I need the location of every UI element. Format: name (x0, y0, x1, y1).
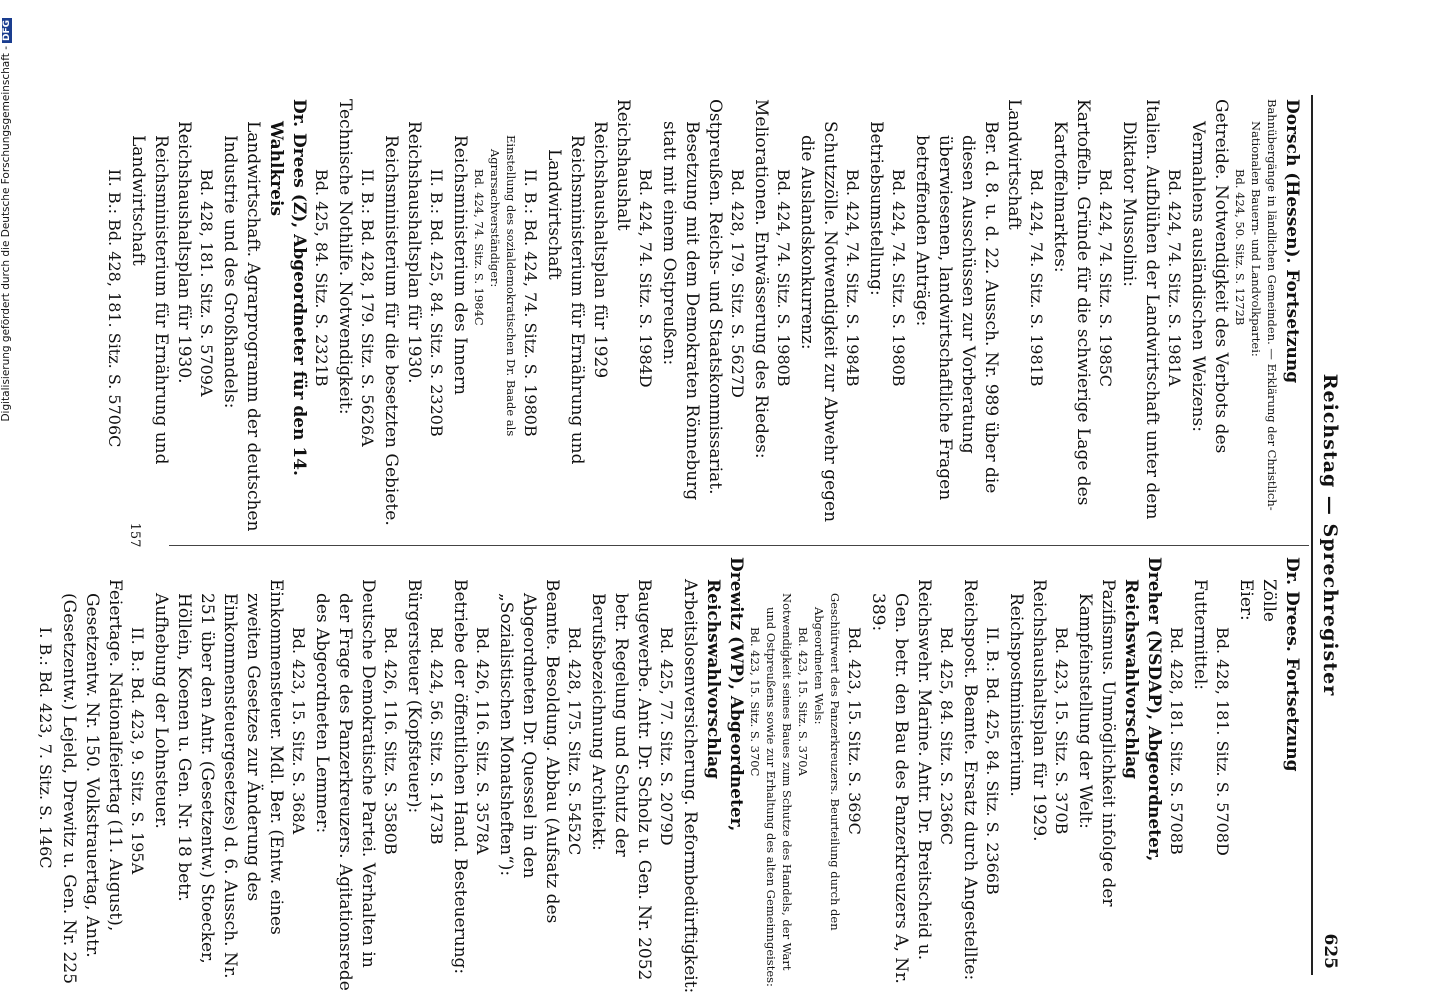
page-sheet (36, 95, 1345, 994)
index-entry: Dorsch (Hessen). Fortsetzung (1282, 99, 1302, 384)
index-entry: Reichshaushaltsplan für 1930. Reichsministerium für Ernährung und Landwirtschaft (128, 121, 194, 465)
index-entry: II. B.: Bd. 424, 74. Sitz. S. 1980B (521, 169, 540, 437)
index-entry: Betriebe der öffentlichen Hand. Besteuerung: (450, 579, 470, 975)
index-entry: Notwendigkeit seines Baues zum Schutze des Handels, der Wart und Ostpreußens sowie zur Erhaltung des alten Gemeinngeistes: (764, 593, 794, 987)
index-entry: Bürgersteuer (Kopfsteuer): (404, 579, 424, 814)
index-entry: Bd. 424, 74. Sitz. S. 1981B (1027, 169, 1046, 387)
index-entry: Bd. 424, 74. Sitz. S. 1984D (636, 169, 655, 388)
index-entry: Arbeitslosenversicherung. Reformbedürftigkeit: (680, 579, 700, 994)
index-entry: Beamte. Besoldung. Abbau (Aufsatz des Abgeordneten Dr. Quessel in den „Sozialistischen Monatsheften“): (496, 579, 562, 924)
index-entry: Bd. 424, 74. Sitz. S. 1984C (472, 169, 486, 326)
index-entry: Futtermittel: (1190, 579, 1210, 691)
index-entry: Reichspost. Beamte. Ersatz durch Angestellte: (960, 579, 980, 981)
index-entry: Landwirtschaft. Agrarprogramm der deutschen Industrie und des Großhandels: (220, 121, 263, 532)
index-entry: Reichshaushalt (613, 99, 633, 231)
index-entry: Bd. 424, 74. Sitz. S. 1980B (774, 169, 793, 387)
index-entry: Reichsministerium für Ernährung und Landwirtschaft (544, 135, 587, 465)
index-entry: Dr. Drees (Z), Abgeordneter für den 14. Wahlkreis (266, 99, 309, 476)
index-entry: Bd. 424, 74. Sitz. S. 1981A (1165, 169, 1184, 387)
index-entry: Bd. 423, 15. Sitz. S. 370C (748, 627, 762, 777)
index-entry: Reichsministerium des Innern (450, 135, 470, 395)
index-entry: Ber. d. 8. u. d. 22. Aussch. Nr. 989 über die diesen Ausschüssen zur Vorberatung überwiesenen, landwirtschaftliche Fragen betreffenden Anträge: (912, 121, 1001, 501)
index-entry: Bd. 423, 15. Sitz. S. 370B (1052, 627, 1071, 835)
index-entry: II. B.: Bd. 428, 181. Sitz. S. 5706C (105, 169, 124, 448)
index-entry: Bd. 423, 15. Sitz. S. 368A (289, 627, 308, 835)
index-entry: Italien. Aufblühen der Landwirtschaft unter dem Diktator Mussolini: (1119, 99, 1162, 520)
index-entry: I. B.: Bd. 423, 7. Sitz. S. 146C (36, 627, 55, 869)
index-entry: Bahnübergänge in ländlichen Gemeinden. — Erklärung der Christlich-Nationalen Bauern- und Landvolkpartei: (1249, 99, 1279, 511)
index-entry: II. B.: Bd. 428, 179. Sitz. S. 5626A (358, 169, 377, 447)
credit-label: Digitalisierung gefördert durch die Deutsche Forschungsgemeinschaft - (0, 46, 12, 422)
index-entry: Reichshaushaltsplan für 1929 (590, 121, 610, 379)
index-entry: Bd. 428, 179. Sitz. S. 5627D (728, 169, 747, 398)
index-entry: Geschütrwert des Panzerkreuzers. Beurteilung durch den Abgeordneten Wels: (812, 593, 842, 931)
index-entry: Baugewerbe. Antr. Dr. Scholz u. Gen. Nr. 2052 betr. Regelung und Schutz der Berufsbezeichnung Architekt: (588, 579, 654, 981)
index-entry: Getreide. Notwendigkeit des Verbots des Vermahlens ausländischen Weizens: (1188, 99, 1231, 454)
index-entry: Eier: (1236, 579, 1256, 621)
index-entry: Reichshaushaltsplan für 1929. Reichspostministerium. (1006, 579, 1049, 842)
index-entry: Drewitz (WP), Abgeordneter, Reichswahlvorschlag (703, 557, 746, 832)
index-entry: Feiertage. Nationalfeiertag (11. August), Gesetzentw. Nr. 150. Volkstrauertag, Antr. (Gesetzentw.) Lejeld, Drewitz u. Gen. Nr. 225 (59, 579, 125, 985)
index-entry: Bd. 428, 181. Sitz. S. 5708D (1213, 627, 1232, 856)
column-separator (169, 545, 1309, 546)
dfg-logo: DFG (2, 20, 12, 42)
index-entry: Bd. 424, 74. Sitz. S. 1984B (843, 169, 862, 387)
index-entry: Bd. 426, 116. Sitz. S. 3578A (473, 627, 492, 855)
index-entry: Bd. 424, 56. Sitz. S. 1473B (427, 627, 446, 845)
index-entry: Zölle (1259, 579, 1279, 622)
index-entry: Schutzzölle. Notwendigkeit zur Abwehr gegen die Auslandskonkurrenz: (797, 121, 840, 523)
index-entry: Einkommensteuer. Mdl. Ber. (Entw. eines zweiten Gesetzes zur Änderung des Einkommensteuergesetzes) d. 6. Aussch. Nr. 251 über den Antr. (Gesetzentw.) Stoecker, Höllein, Koenen u. Gen. Nr. 18 betr. Aufhebung der Lohnsteuer. (151, 579, 286, 979)
running-header (1311, 95, 1345, 975)
index-entry: Meliorationen. Entwässerung des Riedes: (751, 99, 771, 459)
index-entry: Kartoffeln. Gründe für die schwierige Lage des Kartoffelmarktes: (1050, 99, 1093, 506)
index-entry: Bd. 425, 77. Sitz. S. 2079D (657, 627, 676, 846)
index-entry: II. B.: Bd. 423, 9. Sitz. S. 195A (128, 627, 147, 875)
index-entry: Technische Nothilfe. Notwendigkeit: (335, 99, 355, 415)
footer-page-number: 157 (127, 522, 142, 548)
index-entry: Bd. 425, 84. Sitz. S. 2321B (312, 169, 331, 387)
index-entry: Bd. 424, 74. Sitz. S. 1980B (889, 169, 908, 387)
index-entry: Landwirtschaft (1004, 99, 1024, 230)
index-entry: Bd. 423, 15. Sitz. S. 369C (845, 627, 864, 835)
index-entry: II. B.: Bd. 425, 84. Sitz. S. 2320B (427, 169, 446, 437)
index-entry: Reichswehr. Marine. Antr. Dr. Breitscheid u. Gen. betr. den Bau des Panzerkreuzers A, Nr. 389: (868, 579, 934, 984)
index-entry: II. B.: Bd. 425, 84. Sitz. S. 2366B (983, 627, 1002, 895)
index-entry: Pazifismus. Unmöglichkeit infolge der Kampfeinstellung der Welt: (1075, 579, 1118, 907)
index-entry: Betriebsumstellung: (866, 121, 886, 296)
header-title: Reichstag — Sprechregister (1319, 373, 1341, 697)
index-entry: Deutsche Demokratische Partei. Verhalten in der Frage des Panzerkreuzers. Agitationsrede des Abgeordneten Lemmer: (312, 579, 378, 991)
index-entry: Bd. 424, 50. Sitz. S. 1272B (1233, 169, 1247, 326)
header-page-number: 625 (1320, 933, 1340, 969)
index-entry: Bd. 428, 181. Sitz. S. 5708B (1167, 627, 1186, 855)
credit-text (0, 18, 18, 988)
right-column (34, 557, 1303, 995)
left-column (103, 99, 1303, 537)
index-entry: Bd. 425, 84. Sitz. S. 2366C (937, 627, 956, 846)
digitization-credit (2, 0, 20, 1000)
index-entry: Bd. 428, 175. Sitz. S. 5452C (565, 627, 584, 856)
index-entry: Bd. 426, 116. Sitz. S. 3580B (381, 627, 400, 855)
index-entry: Einstellung des sozialdemokratischen Dr. Baade als Agrarsachverständiger: (488, 135, 518, 437)
index-entry: Dr. Drees. Fortsetzung (1282, 557, 1302, 772)
header-rule (1311, 95, 1313, 975)
index-entry: Dreher (NSDAP), Abgeordneter, Reichswahlvorschlag (1121, 557, 1164, 862)
index-entry: Ostpreußen. Reichs- und Staatskommissariat. Besetzung mit dem Demokraten Rönneburg statt mit einem Ostpreußen: (659, 99, 725, 501)
index-entry: Bd. 428, 181. Sitz. S. 5709A (197, 169, 216, 397)
index-entry: Bd. 424, 74. Sitz. S. 1985C (1096, 169, 1115, 388)
index-entry: Reichshaushaltsplan für 1930. Reichsministerium für die besetzten Gebiete. (381, 121, 424, 526)
index-entry: Bd. 423, 15. Sitz. S. 370A (796, 627, 810, 776)
